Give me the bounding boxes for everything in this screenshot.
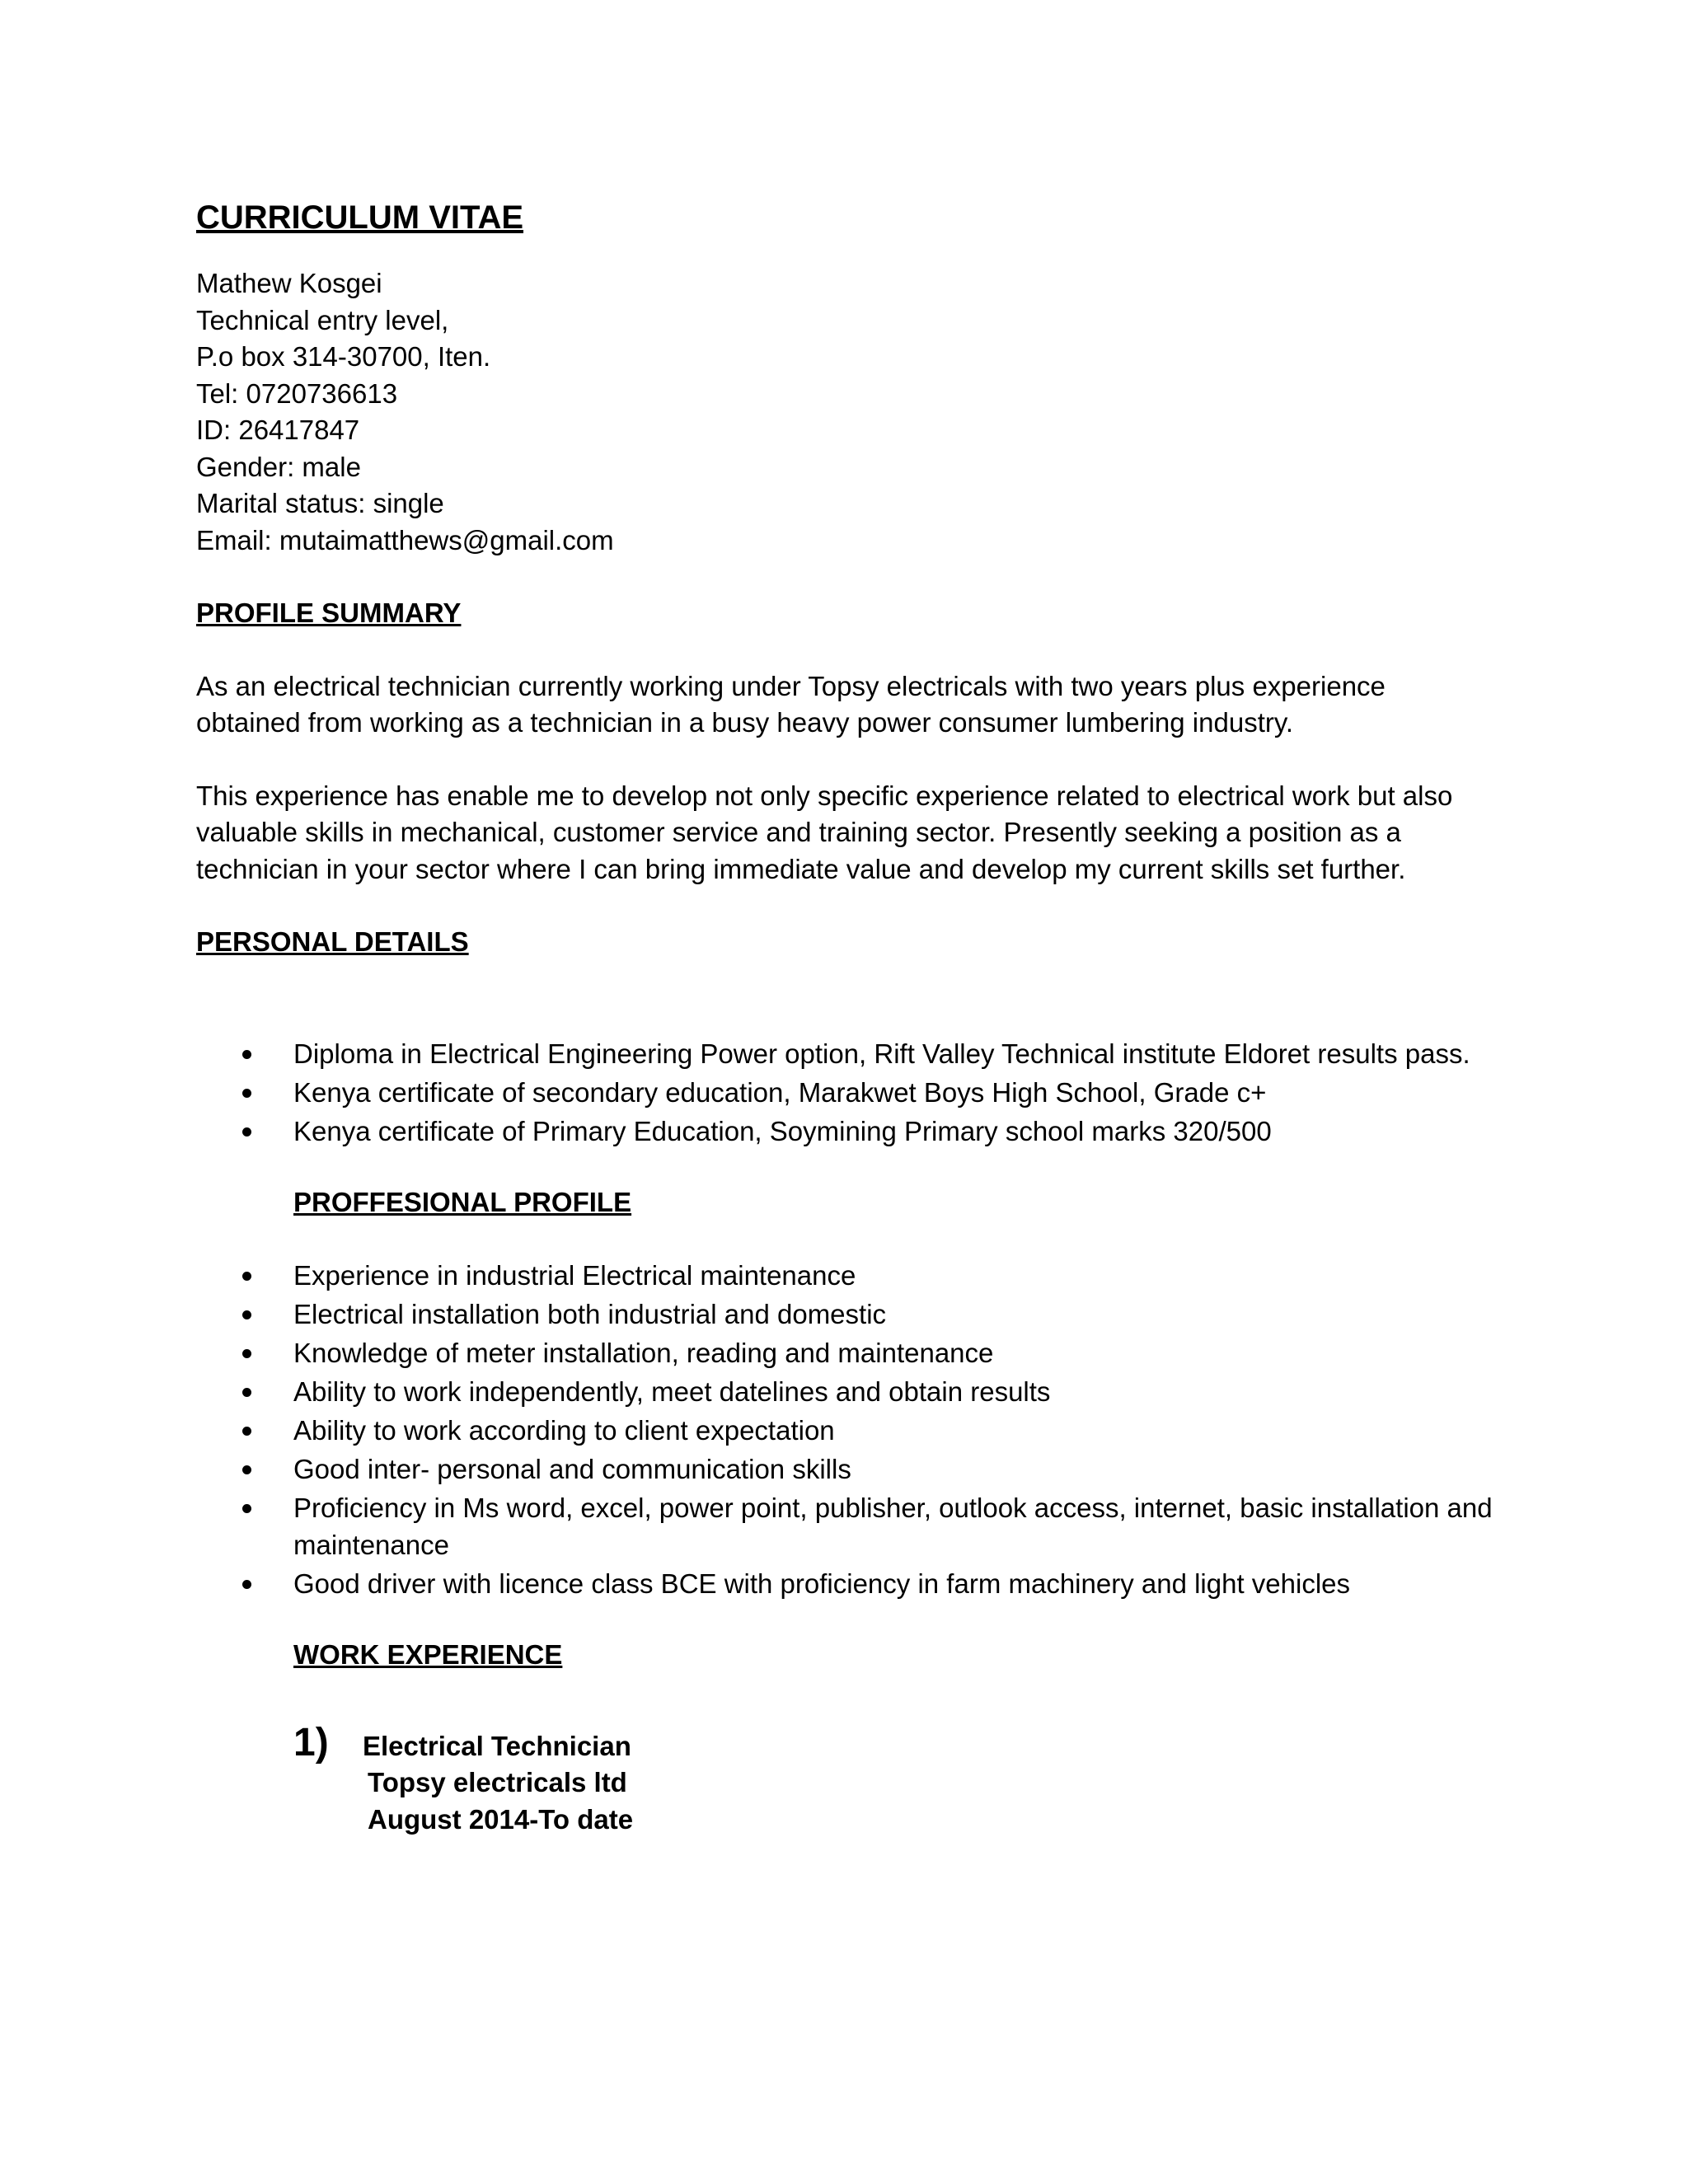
list-item-text: Knowledge of meter installation, reading and maintenance (293, 1338, 994, 1368)
bullet-icon (242, 1089, 251, 1098)
bullet-icon (242, 1580, 251, 1589)
list-item (293, 1334, 1531, 1371)
list-item-text: Experience in industrial Electrical maintenance (293, 1260, 856, 1291)
list-item (293, 1074, 1629, 1111)
work-entry-period: August 2014-To date (368, 1803, 634, 1835)
list-item (293, 1296, 1531, 1333)
cv-page (196, 198, 1531, 1838)
profile-summary-paragraph: As an electrical technician currently working under Topsy electricals with two years plus experience obtained from working as a technician in a busy heavy power consumer lumbering industry. (196, 670, 1386, 738)
list-item-text: Diploma in Electrical Engineering Power option, Rift Valley Technical institute Eldoret results pass. (293, 1038, 1470, 1069)
personal-details-heading: PERSONAL DETAILS (196, 926, 469, 957)
bullet-icon (242, 1388, 251, 1397)
list-item (293, 1565, 1531, 1602)
list-item-text: Good inter- personal and communication skills (293, 1454, 851, 1484)
contact-phone: Tel: 0720736613 (196, 377, 398, 409)
work-entry-details (293, 1728, 1531, 1839)
professional-profile-heading: PROFFESIONAL PROFILE (293, 1186, 632, 1217)
bullet-icon (242, 1504, 251, 1513)
contact-address: P.o box 314-30700, Iten. (196, 341, 491, 372)
professional-profile-list (196, 1257, 1531, 1602)
contact-email: Email: mutaimatthews@gmail.com (196, 524, 614, 555)
document-title: CURRICULUM VITAE (196, 199, 524, 236)
contact-name: Mathew Kosgei (196, 268, 382, 298)
bullet-icon (242, 1272, 251, 1281)
contact-marital-status: Marital status: single (196, 488, 444, 518)
contact-block (196, 265, 1531, 559)
profile-summary-heading: PROFILE SUMMARY (196, 598, 462, 628)
list-item (293, 1035, 1530, 1072)
work-entry-number: 1) (293, 1720, 329, 1765)
list-item-text: Electrical installation both industrial and domestic (293, 1299, 887, 1329)
bullet-icon (242, 1349, 251, 1358)
work-entry-company: Topsy electricals ltd (368, 1767, 627, 1797)
list-item (293, 1489, 1530, 1563)
list-item (293, 1373, 1531, 1410)
contact-id: ID: 26417847 (196, 415, 360, 445)
list-item (293, 1257, 1531, 1294)
bullet-icon (242, 1465, 251, 1474)
list-item-text: Kenya certificate of secondary education, Marakwet Boys High School, Grade c+ (293, 1076, 1267, 1108)
list-item-text: Ability to work independently, meet datelines and obtain results (293, 1376, 1051, 1407)
list-item-text: Proficiency in Ms word, excel, power point, publisher, outlook access, internet, basic installation and maintenance (293, 1493, 1493, 1560)
list-item-text: Kenya certificate of Primary Education, Soymining Primary school marks 320/500 (293, 1115, 1272, 1146)
list-item (293, 1451, 1531, 1488)
contact-gender: Gender: male (196, 451, 361, 482)
bullet-icon (242, 1427, 251, 1436)
bullet-icon (242, 1310, 251, 1319)
work-experience-heading: WORK EXPERIENCE (293, 1639, 563, 1670)
bullet-icon (242, 1127, 251, 1137)
work-entry-title: Electrical Technician (363, 1730, 631, 1761)
list-item-text: Ability to work according to client expectation (293, 1415, 835, 1446)
list-item (293, 1412, 1531, 1449)
personal-details-list (196, 1035, 1629, 1150)
profile-summary-paragraph: This experience has enable me to develop not only specific experience related to electrical work but also valuable skills in mechanical, customer service and training sector. Presently seeking a position as a technician in your sector where I can bring immediate value and develop my current skills set further. (196, 780, 1453, 884)
list-item (293, 1113, 1629, 1150)
contact-level: Technical entry level, (196, 304, 449, 335)
bullet-icon (242, 1050, 251, 1059)
list-item-text: Good driver with licence class BCE with proficiency in farm machinery and light vehicles (293, 1568, 1351, 1599)
work-entry (196, 1720, 1531, 1839)
